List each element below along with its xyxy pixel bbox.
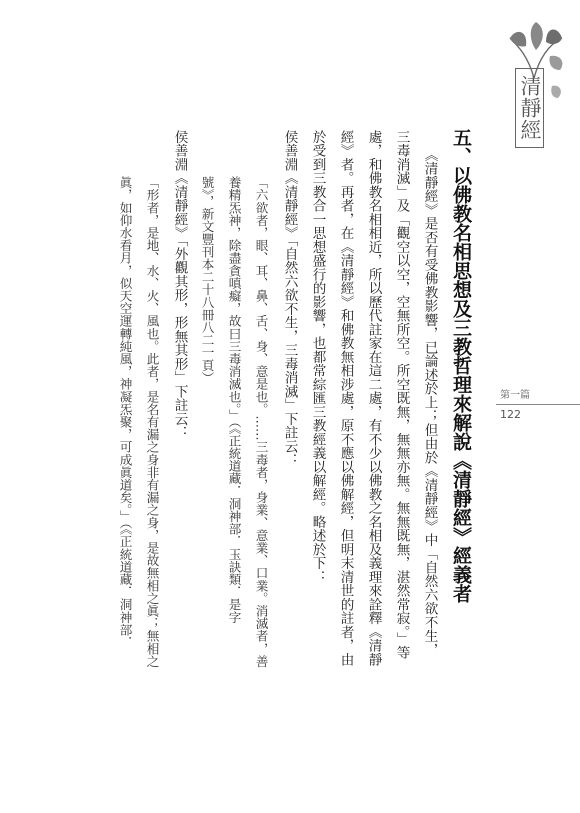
quote-2-column-2: 眞，如仰水看月，似天空運轉純風，神凝炁聚，可成眞道矣。」（《正統道藏．洞神部． [117,176,133,649]
body-column-2: 三毒消滅」及「觀空以空，空無所空。所空既無，無無亦無。無無既無，湛然常寂。」等 [393,130,410,660]
body-column-5: 於受到三教合一思想盛行的影響，也都常綜匯三教經義以解經。略述於下： [309,130,326,584]
quote-1-column-1: 「六欲者，眼、耳、鼻、舌、身、意是也。……三毒者，身業、意業、口業。消滅者，善 [253,176,269,668]
body-column-3: 處，和佛教名相相近，所以歷代註家在這二處，有不少以佛教之名相及義理來詮釋《清靜 [365,130,382,667]
quote-2-column-1: 「形者，是地、水、火、風也。此者，是名有漏之身非有漏之身，是故無相之眞；無相之 [144,176,160,668]
page-number: 122 [500,408,521,421]
body-column-1: 《清靜經》是否有受佛教影響，已論述於上；但由於《清靜經》中「自然六欲不生， [421,148,438,657]
section-heading: 五、以佛教名相思想及三教哲理來解說《清靜經》經義者 [450,128,472,603]
body-column-4: 經》者。再者，在《清靜經》和佛教無相涉處，原不應以佛解經，但明末清世的註者，由 [337,130,354,667]
section-label: 第一篇 [500,390,530,401]
citation-intro-2: 侯善淵《清靜經》「外觀其形，形無其形」下註云： [171,130,188,440]
quote-1-column-3: 號》，新文豐刊本二十八冊八二一頁） [199,176,215,384]
book-title-logo: 清靜經 [515,68,544,148]
quote-1-column-2: 養精炁神，除盡貪嗔癡，故曰三毒消滅也。」（《正統道藏．洞神部．玉訣類．是字 [226,176,242,624]
citation-intro-1: 侯善淵《清靜經》「自然六欲不生，三毒消滅」下註云： [281,130,298,467]
header-rule [496,404,580,405]
